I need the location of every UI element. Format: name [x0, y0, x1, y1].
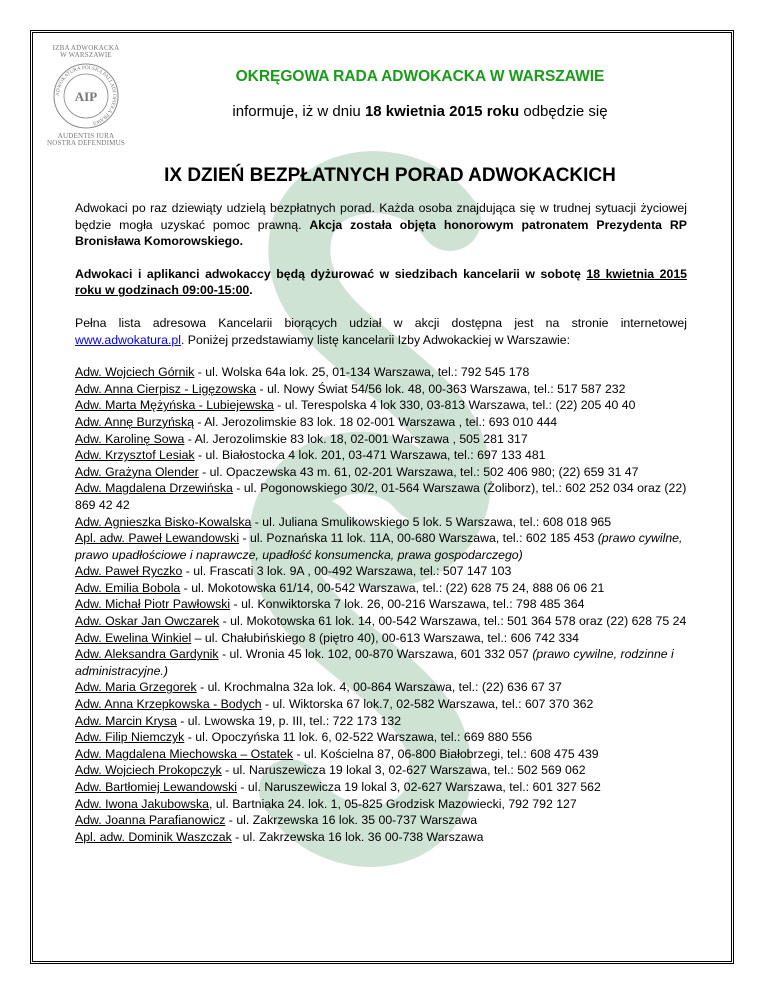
lawyer-name: Adw. Paweł Ryczko [75, 564, 183, 579]
list-item [75, 514, 687, 531]
lawyer-name: Adw. Michał Piotr Pawłowski [75, 597, 231, 612]
lawyer-details: - ul. Wiktorska 67 lok.7, 02-582 Warszawa, tel.: 607 370 362 [261, 697, 594, 712]
list-item [75, 530, 687, 563]
logo-bottom-text-1: AUDENTIS IURA [57, 132, 115, 140]
list-item [75, 646, 687, 679]
lawyer-name: Adw. Marcin Krysa [75, 713, 177, 728]
announcement-suffix: odbędzie się [519, 103, 608, 120]
lawyer-details: - ul. Poznańska 11 lok. 11A, 00-680 Warszawa, tel.: 602 185 453 [239, 531, 598, 546]
lawyer-name: Adw. Aleksandra Gardynik [75, 647, 219, 662]
event-date: 18 kwietnia 2015 roku [364, 103, 520, 120]
lawyer-details: - ul. Mokotowska 61 lok. 14, 00-542 Warszawa, tel.: 501 364 578 oraz (22) 628 75 24 [219, 614, 687, 629]
list-item [75, 746, 687, 763]
lawyer-details: - ul. Kościelna 87, 06-800 Białobrzegi, tel.: 608 475 439 [293, 746, 599, 761]
list-item [75, 613, 687, 630]
list-item [75, 630, 687, 647]
list-item [75, 414, 687, 431]
list-item [75, 447, 687, 464]
duty-date-hours: 18 kwietnia 2015 roku w godzinach 09:00-15:00 [75, 266, 688, 298]
lawyer-name: Adw. Anna Krzepkowska - Bodych [75, 697, 262, 712]
bar-association-logo [38, 45, 134, 165]
lawyer-details: - ul. Lwowska 19, p. III, tel.: 722 173 132 [176, 713, 402, 728]
list-item [75, 596, 687, 613]
duty-end: . [249, 283, 253, 298]
lawyer-name: Adw. Joanna Parafianowicz [75, 813, 226, 828]
duty-text: Adwokaci i aplikanci adwokaccy będą dyżurować w siedzibach kancelarii w sobotę [75, 266, 587, 281]
list-item [75, 779, 687, 796]
logo-monogram: AIP [74, 89, 98, 104]
lawyer-name: Adw. Karolinę Sowa [75, 431, 185, 446]
lawyer-details: - Al. Jerozolimskie 83 lok. 18, 02-001 Warszawa , 505 281 317 [184, 431, 528, 446]
list-item [75, 397, 687, 414]
lawyer-details: - ul. Zakrzewska 16 lok. 36 00-738 Warszawa [231, 829, 484, 844]
lawyer-details: - ul. Nowy Świat 54/56 lok. 48, 00-363 Warszawa, tel.: 517 587 232 [256, 381, 626, 396]
lawyer-details: - ul. Mokotowska 61/14, 00-542 Warszawa, tel.: (22) 628 75 24, 888 06 06 21 [180, 580, 605, 595]
lawyer-list [75, 364, 687, 845]
lawyer-name: Adw. Emilia Bobola [75, 580, 181, 595]
intro-text: Adwokaci po raz dziewiąty udzielą bezpłatnych porad. Każda osoba znajdująca się w trudnej sytuacji życiowej będzie mogła uzyskać pomoc prawną. [75, 201, 687, 232]
logo-seal-icon [51, 61, 121, 131]
lawyer-name: Adw. Annę Burzyńską [75, 414, 194, 429]
adwokatura-link[interactable]: www.adwokatura.pl [75, 332, 181, 347]
announcement-prefix: informuje, iż w dniu [232, 103, 365, 120]
lawyer-name: Adw. Oskar Jan Owczarek [75, 614, 220, 629]
lawyer-name: Adw. Marta Mężyńska - Lubiejewska [75, 398, 274, 413]
lawyer-specialization-note: (prawo cywilne, prawo upadłościowe i naprawcze, upadłość konsumencka, prawa gospodarczego) [75, 531, 683, 562]
list-item [75, 563, 687, 580]
logo-top-text-2: W WARSZAWIE [60, 51, 112, 59]
lawyer-details: - ul. Krochmalna 32a lok. 4, 00-864 Warszawa, tel.: (22) 636 67 37 [196, 680, 562, 695]
lawyer-name: Adw. Magdalena Miechowska – Ostatek [75, 746, 294, 761]
lawyer-details: - ul. Opoczyńska 11 lok. 6, 02-522 Warszawa, tel.: 669 880 556 [184, 730, 533, 745]
intro-paragraph [75, 200, 687, 250]
lawyer-name: Adw. Agnieszka Bisko-Kowalska [75, 514, 252, 529]
lawyer-name: Adw. Wojciech Górnik [75, 365, 195, 380]
intro-patronage: Akcja została objęta honorowym patronatem Prezydenta RP Bronisława Komorowskiego. [75, 217, 688, 249]
list-intro-end: . Poniżej przedstawiamy listę kancelarii Izby Adwokackiej w Warszawie: [180, 332, 571, 347]
lawyer-details: - ul. Zakrzewska 16 lok. 35 00-737 Warszawa [225, 813, 478, 828]
lawyer-specialization-note: (prawo cywilne, rodzinne i administracyjne.) [75, 647, 674, 678]
lawyer-details: - ul. Naruszewicza 19 lokal 3, 02-627 Warszawa, tel.: 601 327 562 [237, 780, 601, 794]
duty-paragraph [75, 266, 687, 299]
lawyer-name: Apl. adw. Dominik Waszczak [75, 829, 232, 844]
lawyer-name: Adw. Bartłomiej Lewandowski [75, 780, 237, 794]
logo-bottom-text-2: NOSTRA DEFENDIMUS [47, 139, 125, 147]
list-item [75, 431, 687, 448]
lawyer-details: , ul. Bartniaka 24. lok. 1, 05-825 Grodzisk Mazowiecki, 792 792 127 [208, 796, 577, 811]
document-body [75, 200, 687, 845]
logo-top-text-1: IZBA ADWOKACKA [52, 44, 120, 52]
lawyer-details: - ul. Wolska 64a lok. 25, 01-134 Warszawa, tel.: 792 545 178 [194, 365, 530, 380]
lawyer-name: Adw. Iwona Jakubowska [75, 796, 209, 811]
list-item [75, 381, 687, 398]
list-item [75, 464, 687, 481]
list-item [75, 762, 687, 779]
lawyer-name: Adw. Wojciech Prokopczyk [75, 763, 222, 778]
list-item [75, 713, 687, 730]
lawyer-details: - ul. Pogonowskiego 30/2, 01-564 Warszawa (Żoliborz), tel.: 602 252 034 oraz (22) 869 42 42 [75, 481, 687, 512]
lawyer-details: - ul. Opaczewska 43 m. 61, 02-201 Warszawa, tel.: 502 406 980; (22) 659 31 47 [198, 464, 639, 479]
lawyer-details: - ul. Konwiktorska 7 lok. 26, 00-216 Warszawa, tel.: 798 485 364 [230, 597, 585, 612]
list-item [75, 829, 687, 846]
lawyer-details: – ul. Chałubińskiego 8 (piętro 40), 00-613 Warszawa, tel.: 606 742 334 [191, 630, 579, 645]
lawyer-details: - ul. Naruszewicza 19 lokal 3, 02-627 Warszawa, tel.: 502 569 062 [221, 763, 586, 778]
lawyer-details: - ul. Wronia 45 lok. 102, 00-870 Warszawa, 601 332 057 [218, 647, 533, 662]
lawyer-name: Adw. Filip Niemczyk [75, 730, 185, 745]
lawyer-name: Adw. Ewelina Winkiel [75, 630, 192, 645]
lawyer-details: - Al. Jerozolimskie 83 lok. 18 02-001 Warszawa , tel.: 693 010 444 [193, 414, 558, 429]
lawyer-details: - ul. Białostocka 4 lok. 201, 03-471 Warszawa, tel.: 697 133 481 [194, 448, 546, 463]
list-item [75, 480, 687, 513]
list-item [75, 696, 687, 713]
list-item [75, 580, 687, 597]
list-item [75, 679, 687, 696]
lawyer-name: Adw. Magdalena Drzewińska [75, 481, 233, 496]
list-item [75, 796, 687, 813]
list-intro-text: Pełna lista adresowa Kancelarii biorących udział w akcji dostępna jest na stronie internetowej [75, 315, 687, 330]
list-intro-paragraph [75, 315, 687, 348]
list-item [75, 729, 687, 746]
lawyer-name: Adw. Krzysztof Lesiak [75, 448, 195, 463]
lawyer-name: Apl. adw. Paweł Lewandowski [75, 531, 240, 546]
page-title: IX DZIEŃ BEZPŁATNYCH PORAD ADWOKACKICH [164, 165, 616, 186]
lawyer-details: - ul. Terespolska 4 lok 330, 03-813 Warszawa, tel.: (22) 205 40 40 [273, 398, 636, 413]
lawyer-name: Adw. Grażyna Olender [75, 464, 199, 479]
logo-ring-text: ADWOKATURA POLSKA PALLADI OPIEKA PRAWA [54, 64, 118, 127]
list-item [75, 812, 687, 829]
organization-heading: OKRĘGOWA RADA ADWOKACKA W WARSZAWIE [235, 68, 605, 85]
lawyer-name: Adw. Anna Cierpisz - Ligęzowska [75, 381, 257, 396]
announcement-line [150, 103, 690, 120]
lawyer-details: - ul. Juliana Smulikowskiego 5 lok. 5 Warszawa, tel.: 608 018 965 [251, 514, 612, 529]
list-item [75, 364, 687, 381]
lawyer-name: Adw. Maria Grzegorek [75, 680, 197, 695]
lawyer-details: - ul. Frascati 3 lok. 9A , 00-492 Warszawa, tel.: 507 147 103 [182, 564, 512, 579]
